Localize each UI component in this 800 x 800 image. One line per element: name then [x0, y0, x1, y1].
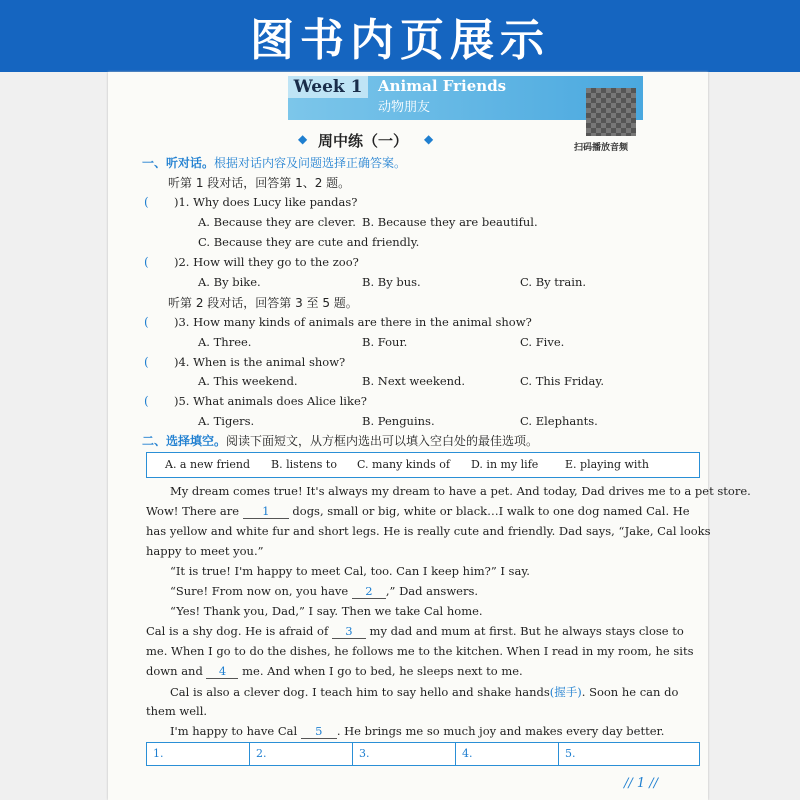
- answer-paren[interactable]: (: [144, 355, 149, 369]
- question-5: )5. What animals does Alice like?: [174, 394, 367, 408]
- word-option-d: D. in my life: [471, 458, 539, 471]
- q2-option-b: B. By bus.: [362, 275, 421, 289]
- q5-option-a: A. Tigers.: [198, 414, 255, 428]
- answer-paren[interactable]: (: [144, 195, 149, 209]
- q5-option-b: B. Penguins.: [362, 414, 435, 428]
- passage-line: happy to meet you.”: [146, 544, 264, 558]
- q3-option-a: A. Three.: [198, 335, 252, 349]
- page-number: // 1 //: [624, 776, 659, 791]
- exercise-title: 周中练（一）: [318, 132, 409, 150]
- dialog2-instruction: 听第 2 段对话，回答第 3 至 5 题。: [168, 296, 358, 310]
- passage-line: “Yes! Thank you, Dad,” I say. Then we take Cal home.: [170, 604, 483, 618]
- qr-code-icon[interactable]: [586, 88, 636, 136]
- section1-title: 一、听对话。: [142, 156, 215, 170]
- q5-option-c: C. Elephants.: [520, 414, 598, 428]
- blank-2[interactable]: 2: [352, 584, 386, 599]
- blank-4[interactable]: 4: [206, 664, 238, 679]
- passage-line: My dream comes true! It's always my dream to have a pet. And today, Dad drives me to a pet store.: [170, 484, 751, 498]
- answer-table: [146, 742, 700, 766]
- q1-option-a: A. Because they are clever.: [198, 215, 356, 229]
- answer-cell-4[interactable]: 4.: [456, 743, 559, 765]
- q3-option-b: B. Four.: [362, 335, 408, 349]
- answer-cell-2[interactable]: 2.: [250, 743, 353, 765]
- decor-right-icon: ◆: [424, 132, 434, 146]
- q1-option-b: B. Because they are beautiful.: [362, 215, 538, 229]
- answer-cell-3[interactable]: 3.: [353, 743, 456, 765]
- qr-label: 扫码播放音频: [574, 143, 629, 153]
- gloss-note: (握手): [549, 685, 582, 699]
- word-option-b: B. listens to: [271, 458, 337, 471]
- word-option-c: C. many kinds of: [357, 458, 450, 471]
- blank-3[interactable]: 3: [332, 624, 366, 639]
- answer-cell-1[interactable]: 1.: [147, 743, 250, 765]
- q3-option-c: C. Five.: [520, 335, 565, 349]
- q2-option-c: C. By train.: [520, 275, 587, 289]
- section2-heading: [142, 432, 538, 449]
- question-2: )2. How will they go to the zoo?: [174, 255, 359, 269]
- passage-line: has yellow and white fur and short legs. He is really cute and friendly. Dad says, “Jake, Cal looks: [146, 524, 711, 538]
- q4-option-b: B. Next weekend.: [362, 374, 466, 388]
- question-1: )1. Why does Lucy like pandas?: [174, 195, 358, 209]
- passage-line: “Sure! From now on, you have 2 ,” Dad answers.: [170, 584, 479, 598]
- question-3: )3. How many kinds of animals are there in the animal show?: [174, 315, 532, 329]
- word-bank: [146, 452, 700, 478]
- word-option-a: A. a new friend: [165, 458, 250, 471]
- banner-title: 图书内页展示: [250, 15, 550, 66]
- passage-line: Wow! There are 1 dogs, small or big, white or black…I walk to one dog named Cal. He: [146, 504, 690, 518]
- answer-cell-5[interactable]: 5.: [565, 747, 576, 760]
- passage-line: Cal is also a clever dog. I teach him to say hello and shake hands(握手). Soon he can do: [170, 685, 679, 699]
- page-banner: [0, 0, 800, 72]
- blank-1[interactable]: 1: [243, 504, 289, 519]
- dialog1-instruction: 听第 1 段对话，回答第 1、2 题。: [168, 176, 351, 190]
- passage-line: down and 4 me. And when I go to bed, he sleeps next to me.: [146, 664, 523, 678]
- q4-option-c: C. This Friday.: [520, 374, 605, 388]
- blank-5[interactable]: 5: [301, 724, 337, 739]
- section1-instruction: 根据对话内容及问题选择正确答案。: [214, 156, 407, 170]
- passage-line: I'm happy to have Cal 5 . He brings me so much joy and makes every day better.: [170, 724, 665, 738]
- q2-option-a: A. By bike.: [198, 275, 261, 289]
- section1-heading: [142, 154, 406, 171]
- q4-option-a: A. This weekend.: [198, 374, 298, 388]
- passage-line: me. When I go to do the dishes, he follows me to the kitchen. When I read in my room, he sits: [146, 644, 694, 658]
- q1-option-c: C. Because they are cute and friendly.: [198, 235, 420, 249]
- passage-line: them well.: [146, 704, 208, 718]
- word-option-e: E. playing with: [565, 458, 649, 471]
- answer-paren[interactable]: (: [144, 315, 149, 329]
- week-subtitle: 动物朋友: [378, 100, 431, 115]
- question-4: )4. When is the animal show?: [174, 355, 346, 369]
- answer-paren[interactable]: (: [144, 255, 149, 269]
- answer-paren[interactable]: (: [144, 394, 149, 408]
- week-title: Animal Friends: [378, 77, 507, 95]
- book-page: [108, 72, 751, 800]
- section2-instruction: 阅读下面短文，从方框内选出可以填入空白处的最佳选项。: [226, 434, 539, 448]
- passage-line: Cal is a shy dog. He is afraid of 3 my dad and mum at first. But he always stays close to: [146, 624, 684, 638]
- decor-left-icon: ◆: [298, 132, 308, 146]
- section2-title: 二、选择填空。: [142, 434, 227, 448]
- passage-line: “It is true! I'm happy to meet Cal, too. Can I keep him?” I say.: [170, 564, 530, 578]
- week-label: Week 1: [288, 76, 368, 98]
